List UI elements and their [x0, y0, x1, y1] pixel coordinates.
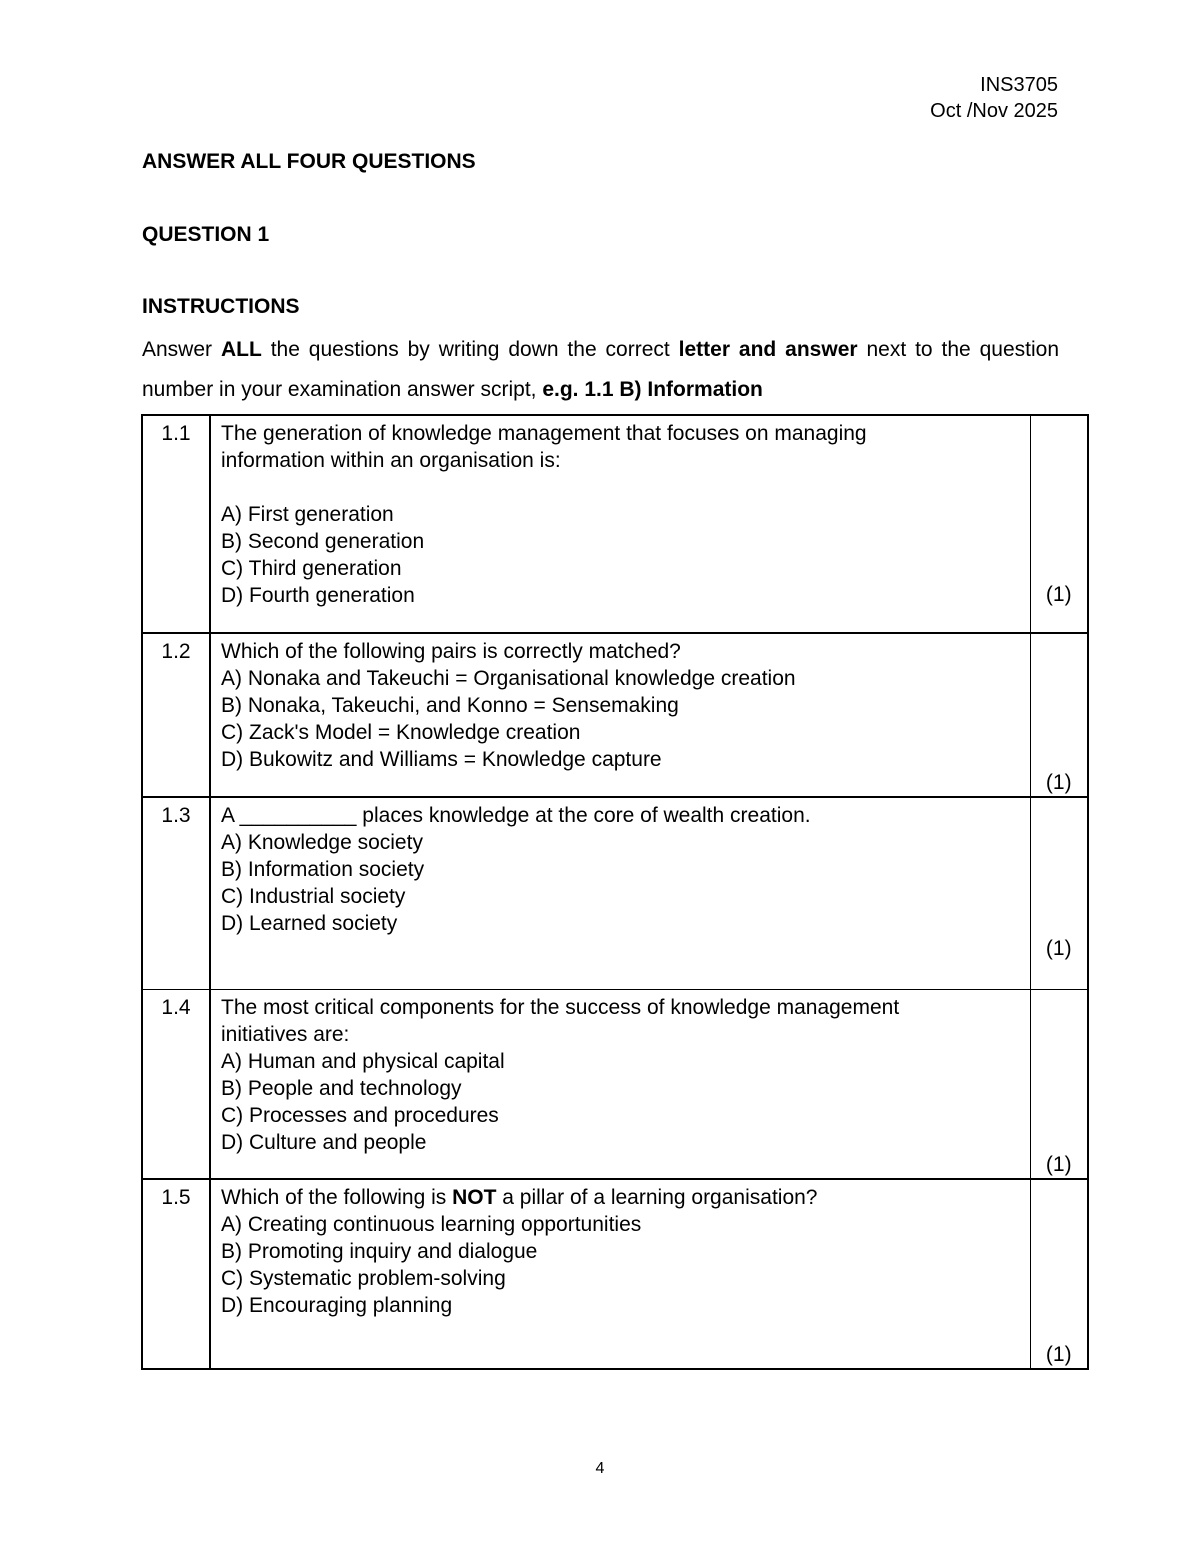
option: D) Culture and people: [221, 1130, 427, 1154]
question-number: 1.5: [142, 1179, 210, 1369]
mark-cell: [1030, 415, 1088, 633]
question-stem: initiatives are:: [221, 1022, 350, 1046]
mark-value: (1): [1045, 771, 1072, 794]
question-stem: Which of the following is NOT a pillar of a learning organisation?: [221, 1186, 818, 1209]
question-stem: information within an organisation is:: [221, 449, 561, 472]
option: C) Zack's Model = Knowledge creation: [221, 721, 581, 744]
question-heading: QUESTION 1: [142, 223, 270, 246]
question-row: [142, 1179, 1088, 1369]
mark-value: (1): [1045, 1153, 1072, 1176]
exam-date: Oct /Nov 2025: [930, 100, 1058, 122]
question-body: [210, 633, 1030, 797]
question-number: 1.4: [142, 989, 210, 1179]
option: A) Nonaka and Takeuchi = Organisational knowledge creation: [221, 667, 796, 690]
question-row: [142, 633, 1088, 797]
question-body: [210, 797, 1030, 989]
question-number: 1.1: [142, 415, 210, 633]
option: C) Systematic problem-solving: [221, 1267, 506, 1290]
option: A) Creating continuous learning opportunities: [221, 1213, 642, 1236]
page-number: 4: [595, 1460, 605, 1477]
option: C) Industrial society: [221, 885, 406, 908]
option: B) Promoting inquiry and dialogue: [221, 1240, 538, 1263]
questions-table: [141, 414, 1089, 1370]
option: D) Learned society: [221, 912, 398, 935]
option: D) Fourth generation: [221, 584, 415, 607]
option: A) First generation: [221, 503, 394, 526]
mark-value: (1): [1045, 583, 1072, 606]
instructions-title: INSTRUCTIONS: [142, 295, 300, 318]
question-stem: Which of the following pairs is correctly matched?: [221, 640, 681, 663]
option: A) Human and physical capital: [221, 1049, 505, 1073]
question-row: [142, 989, 1088, 1179]
mark-cell: [1030, 989, 1088, 1179]
question-body: [210, 1179, 1030, 1369]
question-stem: The most critical components for the success of knowledge management: [221, 995, 900, 1019]
question-number: 1.3: [142, 797, 210, 989]
question-number: 1.2: [142, 633, 210, 797]
question-stem: The generation of knowledge management that focuses on managing: [221, 422, 867, 445]
question-stem: A __________ places knowledge at the core of wealth creation.: [221, 804, 811, 827]
mark-cell: [1030, 633, 1088, 797]
course-code: INS3705: [980, 74, 1058, 96]
mark-value: (1): [1045, 1343, 1072, 1366]
option: C) Processes and procedures: [221, 1103, 499, 1127]
option: D) Encouraging planning: [221, 1294, 453, 1317]
option: B) Information society: [221, 858, 425, 881]
option: C) Third generation: [221, 557, 402, 580]
mark-cell: [1030, 797, 1088, 989]
mark-cell: [1030, 1179, 1088, 1369]
question-body: [210, 989, 1030, 1179]
page-header: [930, 72, 1058, 124]
question-row: [142, 797, 1088, 989]
instructions-text: Answer ALL the questions by writing down the correct letter and answer next to the question number in your examination answer script, e.g. 1.1 B) Information: [142, 338, 1060, 401]
question-row: [142, 415, 1088, 633]
option: B) Nonaka, Takeuchi, and Konno = Sensemaking: [221, 694, 679, 717]
mark-value: (1): [1045, 936, 1072, 960]
option: D) Bukowitz and Williams = Knowledge capture: [221, 748, 662, 771]
option: B) People and technology: [221, 1076, 462, 1100]
option: B) Second generation: [221, 530, 425, 553]
main-heading: ANSWER ALL FOUR QUESTIONS: [142, 150, 476, 173]
option: A) Knowledge society: [221, 831, 423, 854]
question-body: [210, 415, 1030, 633]
